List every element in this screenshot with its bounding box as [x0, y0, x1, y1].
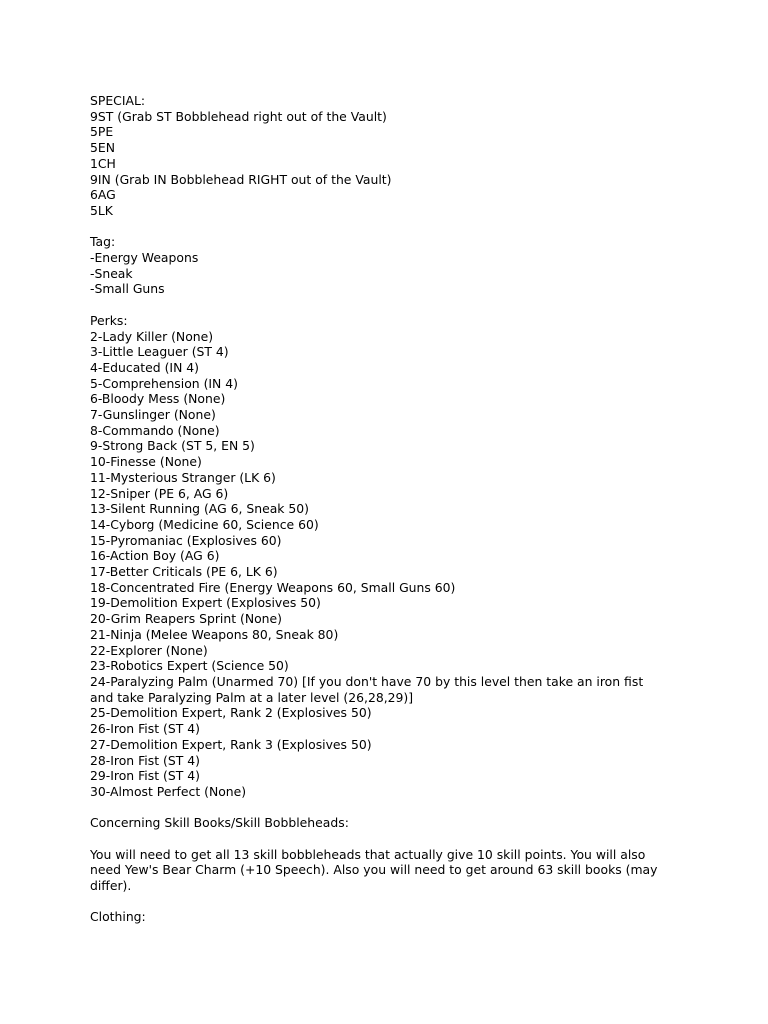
perk-line: 25-Demolition Expert, Rank 2 (Explosives 50) — [90, 705, 372, 721]
skill-books-heading: Concerning Skill Books/Skill Bobbleheads: — [90, 815, 349, 831]
tag-line: -Energy Weapons — [90, 250, 199, 266]
perk-line: 10-Finesse (None) — [90, 454, 202, 470]
special-section — [90, 93, 670, 219]
document-body — [90, 93, 670, 925]
perk-line: 21-Ninja (Melee Weapons 80, Sneak 80) — [90, 626, 339, 642]
clothing-section — [90, 909, 670, 925]
perk-line: 28-Iron Fist (ST 4) — [90, 752, 200, 768]
perk-line: 15-Pyromaniac (Explosives 60) — [90, 532, 282, 548]
tag-heading: Tag: — [90, 234, 116, 250]
perk-line: 8-Commando (None) — [90, 422, 220, 438]
special-heading: SPECIAL: — [90, 93, 146, 108]
perk-line: 22-Explorer (None) — [90, 642, 208, 658]
perk-line: 4-Educated (IN 4) — [90, 359, 200, 375]
spacer — [90, 800, 670, 816]
perks-section — [90, 313, 670, 800]
perk-line: 14-Cyborg (Medicine 60, Science 60) — [90, 516, 319, 532]
perk-line: 27-Demolition Expert, Rank 3 (Explosives 50) — [90, 736, 372, 752]
perk-line: 2-Lady Killer (None) — [90, 328, 214, 344]
special-line: 5PE — [90, 124, 114, 140]
perk-line: 3-Little Leaguer (ST 4) — [90, 344, 229, 360]
perks-heading: Perks: — [90, 312, 128, 328]
tag-line: -Sneak — [90, 265, 133, 281]
special-line: 6AG — [90, 187, 116, 203]
perk-line: 19-Demolition Expert (Explosives 50) — [90, 595, 321, 611]
perk-line: 12-Sniper (PE 6, AG 6) — [90, 485, 229, 501]
spacer — [90, 831, 670, 847]
perk-line: 23-Robotics Expert (Science 50) — [90, 658, 289, 674]
perk-line: 7-Gunslinger (None) — [90, 407, 216, 423]
special-line: 5LK — [90, 202, 113, 218]
perk-line: 20-Grim Reapers Sprint (None) — [90, 611, 282, 627]
tag-section — [90, 234, 670, 297]
perk-line: 24-Paralyzing Palm (Unarmed 70) [If you don't have 70 by this level then take an iron fist — [90, 673, 644, 689]
special-line: 1CH — [90, 155, 116, 171]
spacer — [90, 894, 670, 910]
skill-books-section — [90, 815, 670, 894]
perk-line: and take Paralyzing Palm at a later level (26,28,29)] — [90, 689, 414, 705]
perk-line: 18-Concentrated Fire (Energy Weapons 60, Small Guns 60) — [90, 579, 456, 595]
perk-line: 29-Iron Fist (ST 4) — [90, 768, 200, 784]
special-line: 9ST (Grab ST Bobblehead right out of the Vault) — [90, 108, 387, 124]
perk-line: 17-Better Criticals (PE 6, LK 6) — [90, 564, 278, 580]
perk-line: 5-Comprehension (IN 4) — [90, 375, 238, 391]
perk-line: 9-Strong Back (ST 5, EN 5) — [90, 438, 255, 454]
spacer — [90, 219, 670, 235]
perk-line: 26-Iron Fist (ST 4) — [90, 721, 200, 737]
clothing-heading: Clothing: — [90, 909, 146, 925]
tag-line: -Small Guns — [90, 281, 165, 297]
perk-line: 13-Silent Running (AG 6, Sneak 50) — [90, 501, 310, 517]
perk-line: 11-Mysterious Stranger (LK 6) — [90, 469, 276, 485]
spacer — [90, 297, 670, 313]
perk-line: 30-Almost Perfect (None) — [90, 783, 247, 799]
perk-line: 16-Action Boy (AG 6) — [90, 548, 220, 564]
special-line: 9IN (Grab IN Bobblehead RIGHT out of the Vault) — [90, 171, 392, 187]
perk-line: 6-Bloody Mess (None) — [90, 391, 226, 407]
skill-books-paragraph: You will need to get all 13 skill bobbleheads that actually give 10 skill points. You will also need Yew's Bear Charm (+10 Speech). Also you will need to get around 63 skill books (may differ). — [90, 846, 658, 894]
special-line: 5EN — [90, 140, 115, 156]
